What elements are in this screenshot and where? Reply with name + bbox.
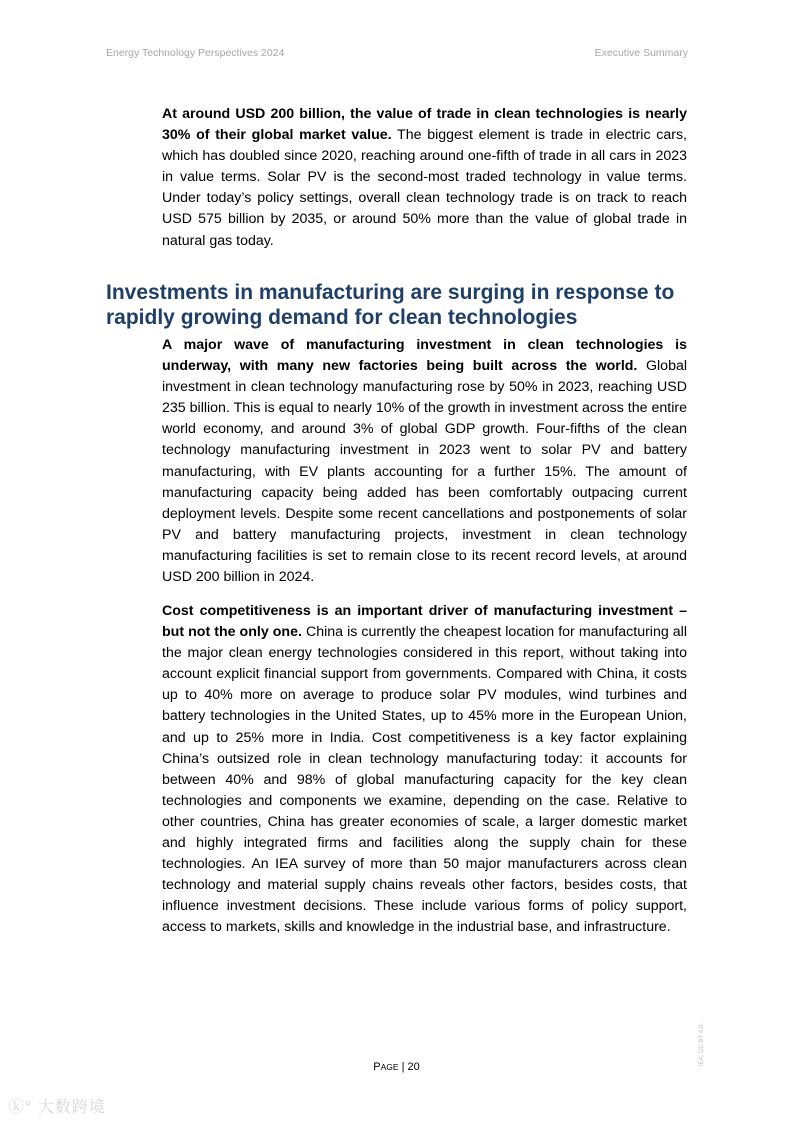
page-separator: |: [398, 1061, 408, 1073]
page-number: 20: [407, 1061, 420, 1073]
paragraph-body: The biggest element is trade in electric cars, which has doubled since 2020, reaching around one-fifth of trade in all cars in 2023 in value terms. Solar PV is the second-most traded technology in value terms. Under today’s policy settings, overall clean technology trade is on track to reach USD 575 billion by 2035, or around 50% more than the value of global trade in natural gas today.: [162, 127, 687, 249]
page-footer: [0, 1061, 793, 1073]
license-note: IEA. CC BY 4.0.: [699, 1023, 705, 1066]
running-header-title: Energy Technology Perspectives 2024: [106, 47, 285, 59]
section-heading: Investments in manufacturing are surging in response to rapidly growing demand for clean technologies: [106, 281, 675, 329]
paragraph-lead: A major wave of manufacturing investment in clean technologies is underway, with many new factories being built across the world.: [162, 337, 687, 375]
page-label: PAGE: [373, 1061, 399, 1073]
paragraph-trade: [162, 104, 687, 252]
watermark-logo-icon: ⓚ°: [8, 1099, 33, 1116]
paragraph-lead: At around USD 200 billion, the value of trade in clean technologies is nearly 30% of their global market value.: [162, 106, 687, 144]
paragraph-lead: Cost competitiveness is an important driver of manufacturing investment – but not the only one.: [162, 603, 687, 641]
running-header-section: Executive Summary: [594, 47, 688, 59]
paragraph-cost-competitiveness: [162, 601, 687, 939]
paragraph-investment: [162, 335, 687, 588]
watermark: [8, 1094, 106, 1117]
paragraph-body: Global investment in clean technology manufacturing rose by 50% in 2023, reaching USD 235 billion. This is equal to nearly 10% of the growth in investment across the entire world economy, and around 3% of global GDP growth. Four-fifths of the clean technology manufacturing investment in 2023 went to solar PV and battery manufacturing, with EV plants accounting for a further 15%. The amount of manufacturing capacity being added has been comfortably outpacing current deployment levels. Despite some recent cancellations and postponements of solar PV and battery manufacturing projects, investment in clean technology manufacturing facilities is set to remain close to its recent record levels, at around USD 200 billion in 2024.: [162, 358, 687, 586]
paragraph-body: China is currently the cheapest location for manufacturing all the major clean energy technologies considered in this report, without taking into account explicit financial support from governments. Compared with China, it costs up to 40% more on average to produce solar PV modules, wind turbines and battery technologies in the United States, up to 45% more in the European Union, and up to 25% more in India. Cost competitiveness is a key factor explaining China’s outsized role in clean technology manufacturing today: it accounts for between 40% and 98% of global manufacturing capacity for the key clean technologies and components we examine, depending on the case. Relative to other countries, China has greater economies of scale, a larger domestic market and highly integrated firms and facilities along the supply chain for these technologies. An IEA survey of more than 50 major manufacturers across clean technology and material supply chains reveals other factors, besides costs, that influence investment decisions. These include various forms of policy support, access to markets, skills and knowledge in the industrial base, and infrastructure.: [162, 624, 687, 936]
watermark-text: 大数跨境: [37, 1099, 106, 1116]
